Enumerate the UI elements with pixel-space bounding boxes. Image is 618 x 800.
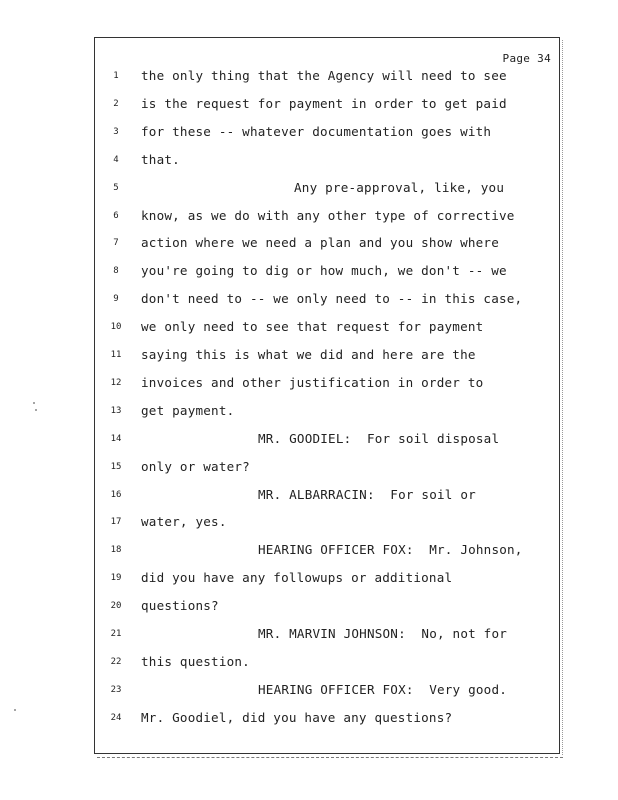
line-text: that. [141,151,180,167]
line-number: 1 [113,71,119,81]
transcript-line [95,291,559,311]
line-text: know, as we do with any other type of corrective [141,207,515,223]
line-number: 3 [113,126,119,137]
line-number: 20 [110,601,122,612]
line-text: HEARING OFFICER FOX: Mr. Johnson, [258,542,523,558]
scan-speck [14,709,16,711]
transcript-line [95,487,559,507]
line-number: 5 [113,182,119,193]
line-number: 24 [110,712,122,723]
line-text: the only thing that the Agency will need to see [141,68,507,83]
line-number: 12 [110,377,122,388]
transcript-line [95,347,559,367]
line-number: 2 [113,98,119,109]
line-number: 4 [113,154,119,165]
transcript-line [95,180,559,200]
line-number: 15 [110,461,122,472]
transcript-line [95,208,559,228]
line-text: you're going to dig or how much, we don't -- we [141,263,507,279]
transcript-line [95,514,559,534]
line-text: invoices and other justification in order to [141,374,484,390]
line-number: 17 [110,517,122,528]
line-number: 14 [110,433,122,444]
line-text: MR. MARVIN JOHNSON: No, not for [258,626,508,641]
transcript-line [95,431,559,451]
transcript-line [95,319,559,339]
line-number: 9 [113,294,119,305]
page-number: Page 34 [502,52,551,65]
transcript-line [95,598,559,618]
line-number: 8 [113,266,119,277]
line-text: questions? [141,598,219,614]
transcript-line [95,459,559,479]
line-text: Any pre-approval, like, you [294,179,505,195]
line-text: we only need to see that request for payment [141,319,484,335]
transcript-line [95,682,559,702]
page-edge-shadow [562,40,564,755]
line-number: 22 [110,656,122,667]
line-number: 7 [113,238,119,249]
transcript-line [95,235,559,255]
transcript-line [95,542,559,562]
line-text: water, yes. [141,514,227,530]
line-number: 6 [113,210,119,221]
transcript-line [95,68,559,88]
transcript-line [95,152,559,172]
line-number: 23 [110,684,122,695]
line-text: MR. GOODIEL: For soil disposal [258,430,500,446]
line-text: only or water? [141,458,250,474]
line-text: MR. ALBARRACIN: For soil or [258,486,476,502]
line-number: 21 [110,629,122,639]
transcript-line [95,570,559,590]
line-number: 18 [110,545,122,556]
line-text: for these -- whatever documentation goes with [141,123,492,139]
transcript-line [95,263,559,283]
transcript-line [95,710,559,730]
line-text: did you have any followups or additional [141,570,453,586]
transcript-page [94,37,560,754]
line-number: 10 [110,322,122,333]
line-number: 13 [110,405,122,416]
line-text: this question. [141,653,250,669]
transcript-line [95,124,559,144]
line-text: HEARING OFFICER FOX: Very good. [258,681,508,697]
line-text: is the request for payment in order to get paid [141,95,507,111]
line-number: 19 [110,573,122,584]
line-text: don't need to -- we only need to -- in this case, [141,291,523,307]
line-text: action where we need a plan and you show where [141,235,499,251]
transcript-line [95,375,559,395]
transcript-line [95,654,559,674]
transcript-line [95,96,559,116]
line-text: get payment. [141,402,235,418]
line-number: 11 [110,350,122,360]
transcript-line [95,403,559,423]
scan-speck [33,402,35,404]
transcript-line [95,626,559,646]
line-number: 16 [110,489,122,500]
line-text: Mr. Goodiel, did you have any questions? [141,709,453,725]
line-text: saying this is what we did and here are the [141,347,476,362]
scan-speck [35,409,37,411]
